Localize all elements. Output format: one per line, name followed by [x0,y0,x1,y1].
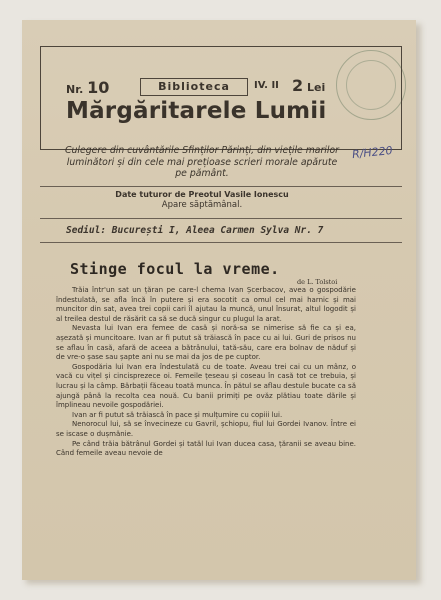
divider-top [40,186,402,187]
booklet-cover [22,20,416,580]
publication-title: Mărgăritarele Lumii [66,98,327,124]
paragraph: Trăia într'un sat un țăran pe care-l chema Ivan Șcerbacov, avea o gospodărie îndestulată, se afla încă în putere și era socotit ca omul cel mai harnic și mai muncitor din sat, avea trei copii cari îl ajutau la muncă, unul însurat, altul logodit și al treilea destul de răsărit ca să se ducă singur cu plugul la arat. [56,286,356,323]
editor-block [82,190,322,210]
frequency-line: Apare săptămânal. [161,200,243,210]
issue-prefix: Nr. [66,83,84,96]
story-title: Stinge focul la vreme. [70,260,280,278]
story-body [56,286,356,459]
paragraph: Ivan ar fi putut să trăiască în pace și mulțumire cu copiii lui. [72,410,283,419]
editor-line: Date tuturor de Preotul Vasile Ionescu [115,190,289,199]
publisher-address: Sediul: București I, Aleea Carmen Sylva Nr. 7 [66,225,324,236]
paragraph: Pe când trăia bătrânul Gordei și tatăl lui Ivan ducea casa, țăranii se aveau bine. Când femeile aveau nevoie de [56,439,356,458]
paragraph: Nevasta lui Ivan era femee de casă și noră-sa se nimerise să fie ca și ea, așezată și muncitoare. Ivan ar fi putut să trăiască în pace cu ai lui. Guri de prisos nu se aflau în casă, afară de aceea a bătrânului, tată-său, care era bolnav de năduf și de vre-o șase sau șapte ani nu se mai da jos de pe cuptor. [56,324,356,362]
issue-number-value: 10 [87,78,110,97]
series-volume: IV. II [254,80,279,91]
divider-middle [40,218,402,219]
paragraph: Gospodăria lui Ivan era îndestulată cu de toate. Aveau trei cai cu un mânz, o vacă cu vițel și cincisprezece oi. Femeile țeseau și coseau în casă tot ce trebuia, și lucrau și la câmp. Bărbații făceau toată munca. În pătul se aflau destule bucate ca să ajungă până la recolta cea nouă. Cu banii primiți pe ovăz plătiau toate dările și împlineau nevoile gospodăriei. [56,362,356,410]
price-unit: Lei [306,81,326,94]
story-author: de L. Tolstoi [297,278,338,286]
divider-bottom [40,242,402,243]
publication-subtitle: Culegere din cuvântările Sfinților Părinți, din viețile marilor luminători și din cele mai prețioase scrieri morale apărute pe pământ. [65,145,339,179]
price-value: 2 [292,76,304,95]
handwritten-catalog-note: R/H220 [351,143,394,162]
price [292,76,325,95]
series-label: Biblioteca [140,78,248,96]
issue-number [66,78,109,97]
paragraph: Nenorocul lui, să se învecineze cu Gavril, șchiopu, fiul lui Gordei Ivanov. Între ei se iscase o dușmănie. [56,420,356,438]
